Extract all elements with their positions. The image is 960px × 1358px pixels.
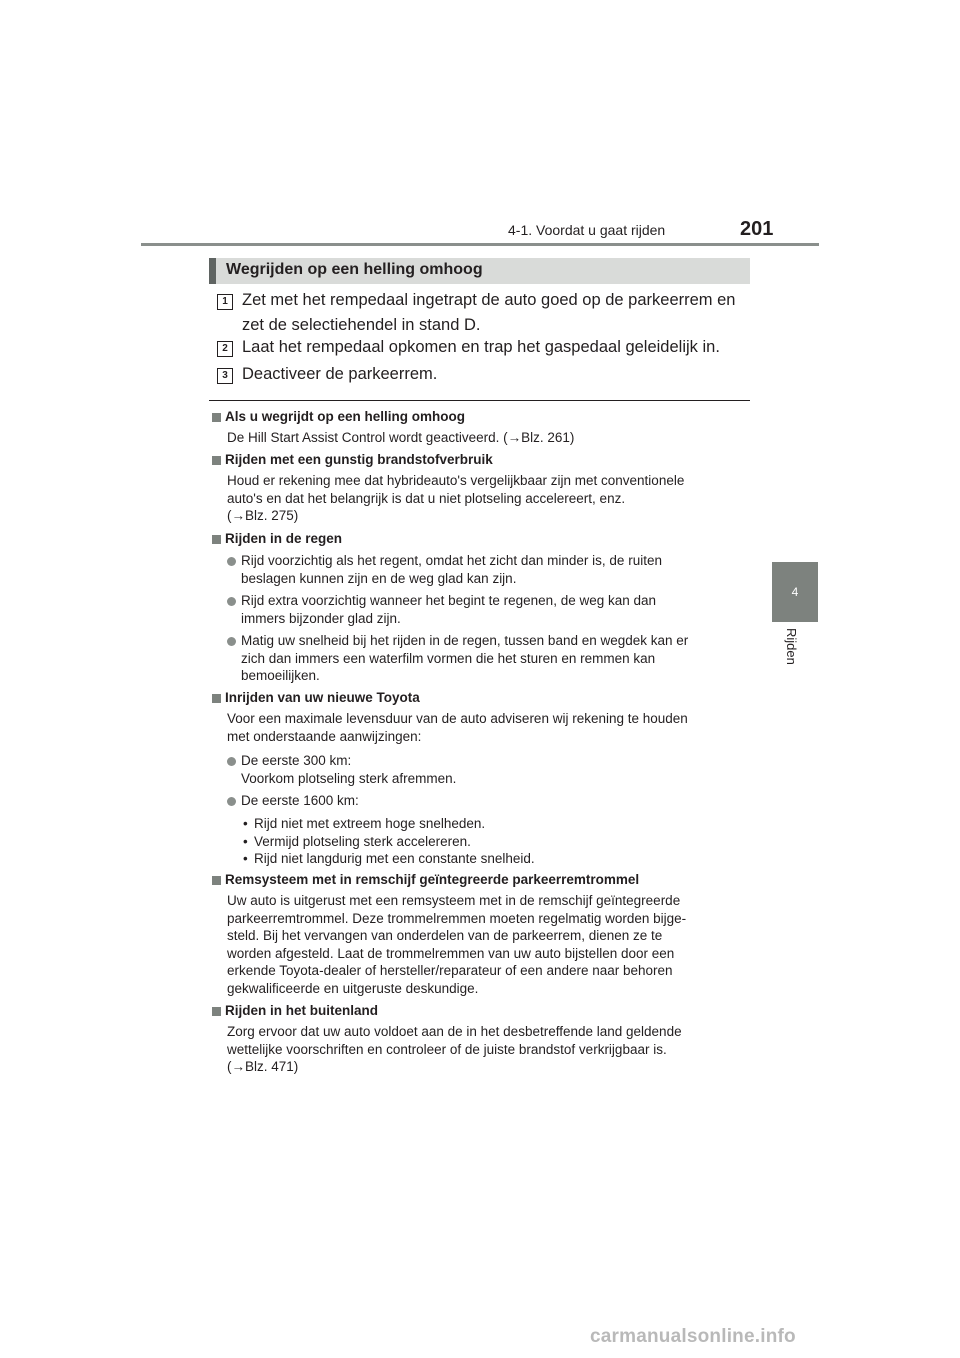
note-title: Rijden in het buitenland bbox=[225, 1003, 378, 1018]
note-body-line: steld. Bij het vervangen van onderdelen van de parkeerrem, dienen ze te bbox=[227, 928, 663, 943]
bullet-icon bbox=[227, 557, 236, 566]
bullet-icon bbox=[227, 597, 236, 606]
note-body-line: wettelijke voorschriften en controleer of de juiste brandstof verkrijgbaar is. bbox=[227, 1041, 667, 1057]
note-marker bbox=[212, 535, 221, 544]
note-title: Rijden met een gunstig brandstofverbruik bbox=[225, 452, 493, 467]
note-body-line: Voor een maximale levensduur van de auto adviseren wij rekening te houden bbox=[227, 711, 688, 726]
note-body-line: De Hill Start Assist Control wordt geactiveerd. (→Blz. 261) bbox=[227, 430, 575, 445]
bullet-text-line: Rijd voorzichtig als het regent, omdat het zicht dan minder is, de ruiten bbox=[241, 553, 662, 568]
dot-item-text: Rijd niet langdurig met een constante snelheid. bbox=[254, 851, 535, 866]
bullet-text-line: De eerste 1600 km: bbox=[241, 793, 359, 808]
running-header-section: 4-1. Voordat u gaat rijden bbox=[508, 222, 666, 238]
dot-marker: • bbox=[243, 851, 248, 866]
bullet-icon bbox=[227, 757, 236, 766]
note-body-line: auto's en dat het belangrijk is dat u niet plotseling accelereert, enz. bbox=[227, 490, 626, 506]
bullet-text-line: Rijd extra voorzichtig wanneer het begint te regenen, de weg kan dan bbox=[241, 593, 657, 608]
step-2-text: Laat het rempedaal opkomen en trap het gaspedaal geleidelijk in. bbox=[242, 338, 720, 356]
bullet-icon bbox=[227, 797, 236, 806]
bullet-text-line: immers bijzonder glad zijn. bbox=[241, 610, 401, 626]
chapter-label: Rijden bbox=[784, 628, 799, 665]
section-heading-text: Wegrijden op een helling omhoog bbox=[226, 261, 483, 278]
bullet-text-line: Voorkom plotseling sterk afremmen. bbox=[241, 770, 457, 786]
step-number-3: 3 bbox=[217, 368, 233, 384]
dot-item-text: Vermijd plotseling sterk accelereren. bbox=[254, 833, 471, 849]
note-body-line: Uw auto is uitgerust met een remsysteem met in de remschijf geïntegreerde bbox=[227, 893, 681, 908]
bullet-text-line: beslagen kunnen zijn en de weg glad kan zijn. bbox=[241, 570, 517, 586]
note-marker bbox=[212, 413, 221, 422]
header-rule bbox=[141, 243, 819, 246]
step-3-text: Deactiveer de parkeerrem. bbox=[242, 365, 438, 383]
section-divider bbox=[209, 400, 750, 401]
chapter-tab bbox=[772, 562, 818, 622]
note-marker bbox=[212, 1007, 221, 1016]
dot-item-text: Rijd niet met extreem hoge snelheden. bbox=[254, 816, 486, 831]
note-body-line: Houd er rekening mee dat hybrideauto's vergelijkbaar zijn met conventionele bbox=[227, 473, 685, 488]
note-title: Rijden in de regen bbox=[225, 531, 343, 546]
note-title: Inrijden van uw nieuwe Toyota bbox=[225, 690, 420, 705]
note-body-line: (→Blz. 471) bbox=[227, 1059, 299, 1074]
watermark: carmanualsonline.info bbox=[590, 1326, 796, 1347]
note-body-line: erkende Toyota-dealer of hersteller/reparateur of een andere naar behoren bbox=[227, 963, 673, 978]
note-title: Remsysteem met in remschijf geïntegreerde parkeerremtrommel bbox=[225, 872, 640, 887]
note-body-line: Zorg ervoor dat uw auto voldoet aan de in het desbetreffende land geldende bbox=[227, 1024, 682, 1039]
page-number: 201 bbox=[740, 218, 774, 240]
bullet-text-line: zich dan immers een waterfilm vormen die het sturen en remmen kan bbox=[241, 650, 656, 666]
note-marker bbox=[212, 876, 221, 885]
step-1-line-1: Zet met het rempedaal ingetrapt de auto goed op de parkeerrem en bbox=[242, 291, 736, 309]
note-body-line: (→Blz. 275) bbox=[227, 508, 299, 523]
note-body-line: worden afgesteld. Laat de trommelremmen van uw auto bijstellen door een bbox=[227, 945, 675, 961]
step-number-2: 2 bbox=[217, 341, 233, 357]
note-marker bbox=[212, 456, 221, 465]
bullet-text-line: bemoeilijken. bbox=[241, 668, 320, 683]
note-body-line: parkeerremtrommel. Deze trommelremmen moeten regelmatig worden bijge- bbox=[227, 910, 687, 926]
note-title: Als u wegrijdt op een helling omhoog bbox=[225, 409, 466, 424]
bullet-text-line: Matig uw snelheid bij het rijden in de regen, tussen band en wegdek kan er bbox=[241, 633, 689, 648]
bullet-text-line: De eerste 300 km: bbox=[241, 753, 352, 768]
note-body-line: met onderstaande aanwijzingen: bbox=[227, 728, 422, 744]
note-marker bbox=[212, 694, 221, 703]
bullet-icon bbox=[227, 637, 236, 646]
step-1-line-2: zet de selectiehendel in stand D. bbox=[242, 316, 481, 334]
section-heading bbox=[209, 258, 750, 284]
step-number-1: 1 bbox=[217, 294, 233, 310]
dot-marker: • bbox=[243, 833, 248, 849]
dot-marker: • bbox=[243, 816, 248, 831]
chapter-number: 4 bbox=[791, 585, 799, 599]
note-body-line: gekwalificeerde en uitgeruste deskundige. bbox=[227, 980, 479, 996]
